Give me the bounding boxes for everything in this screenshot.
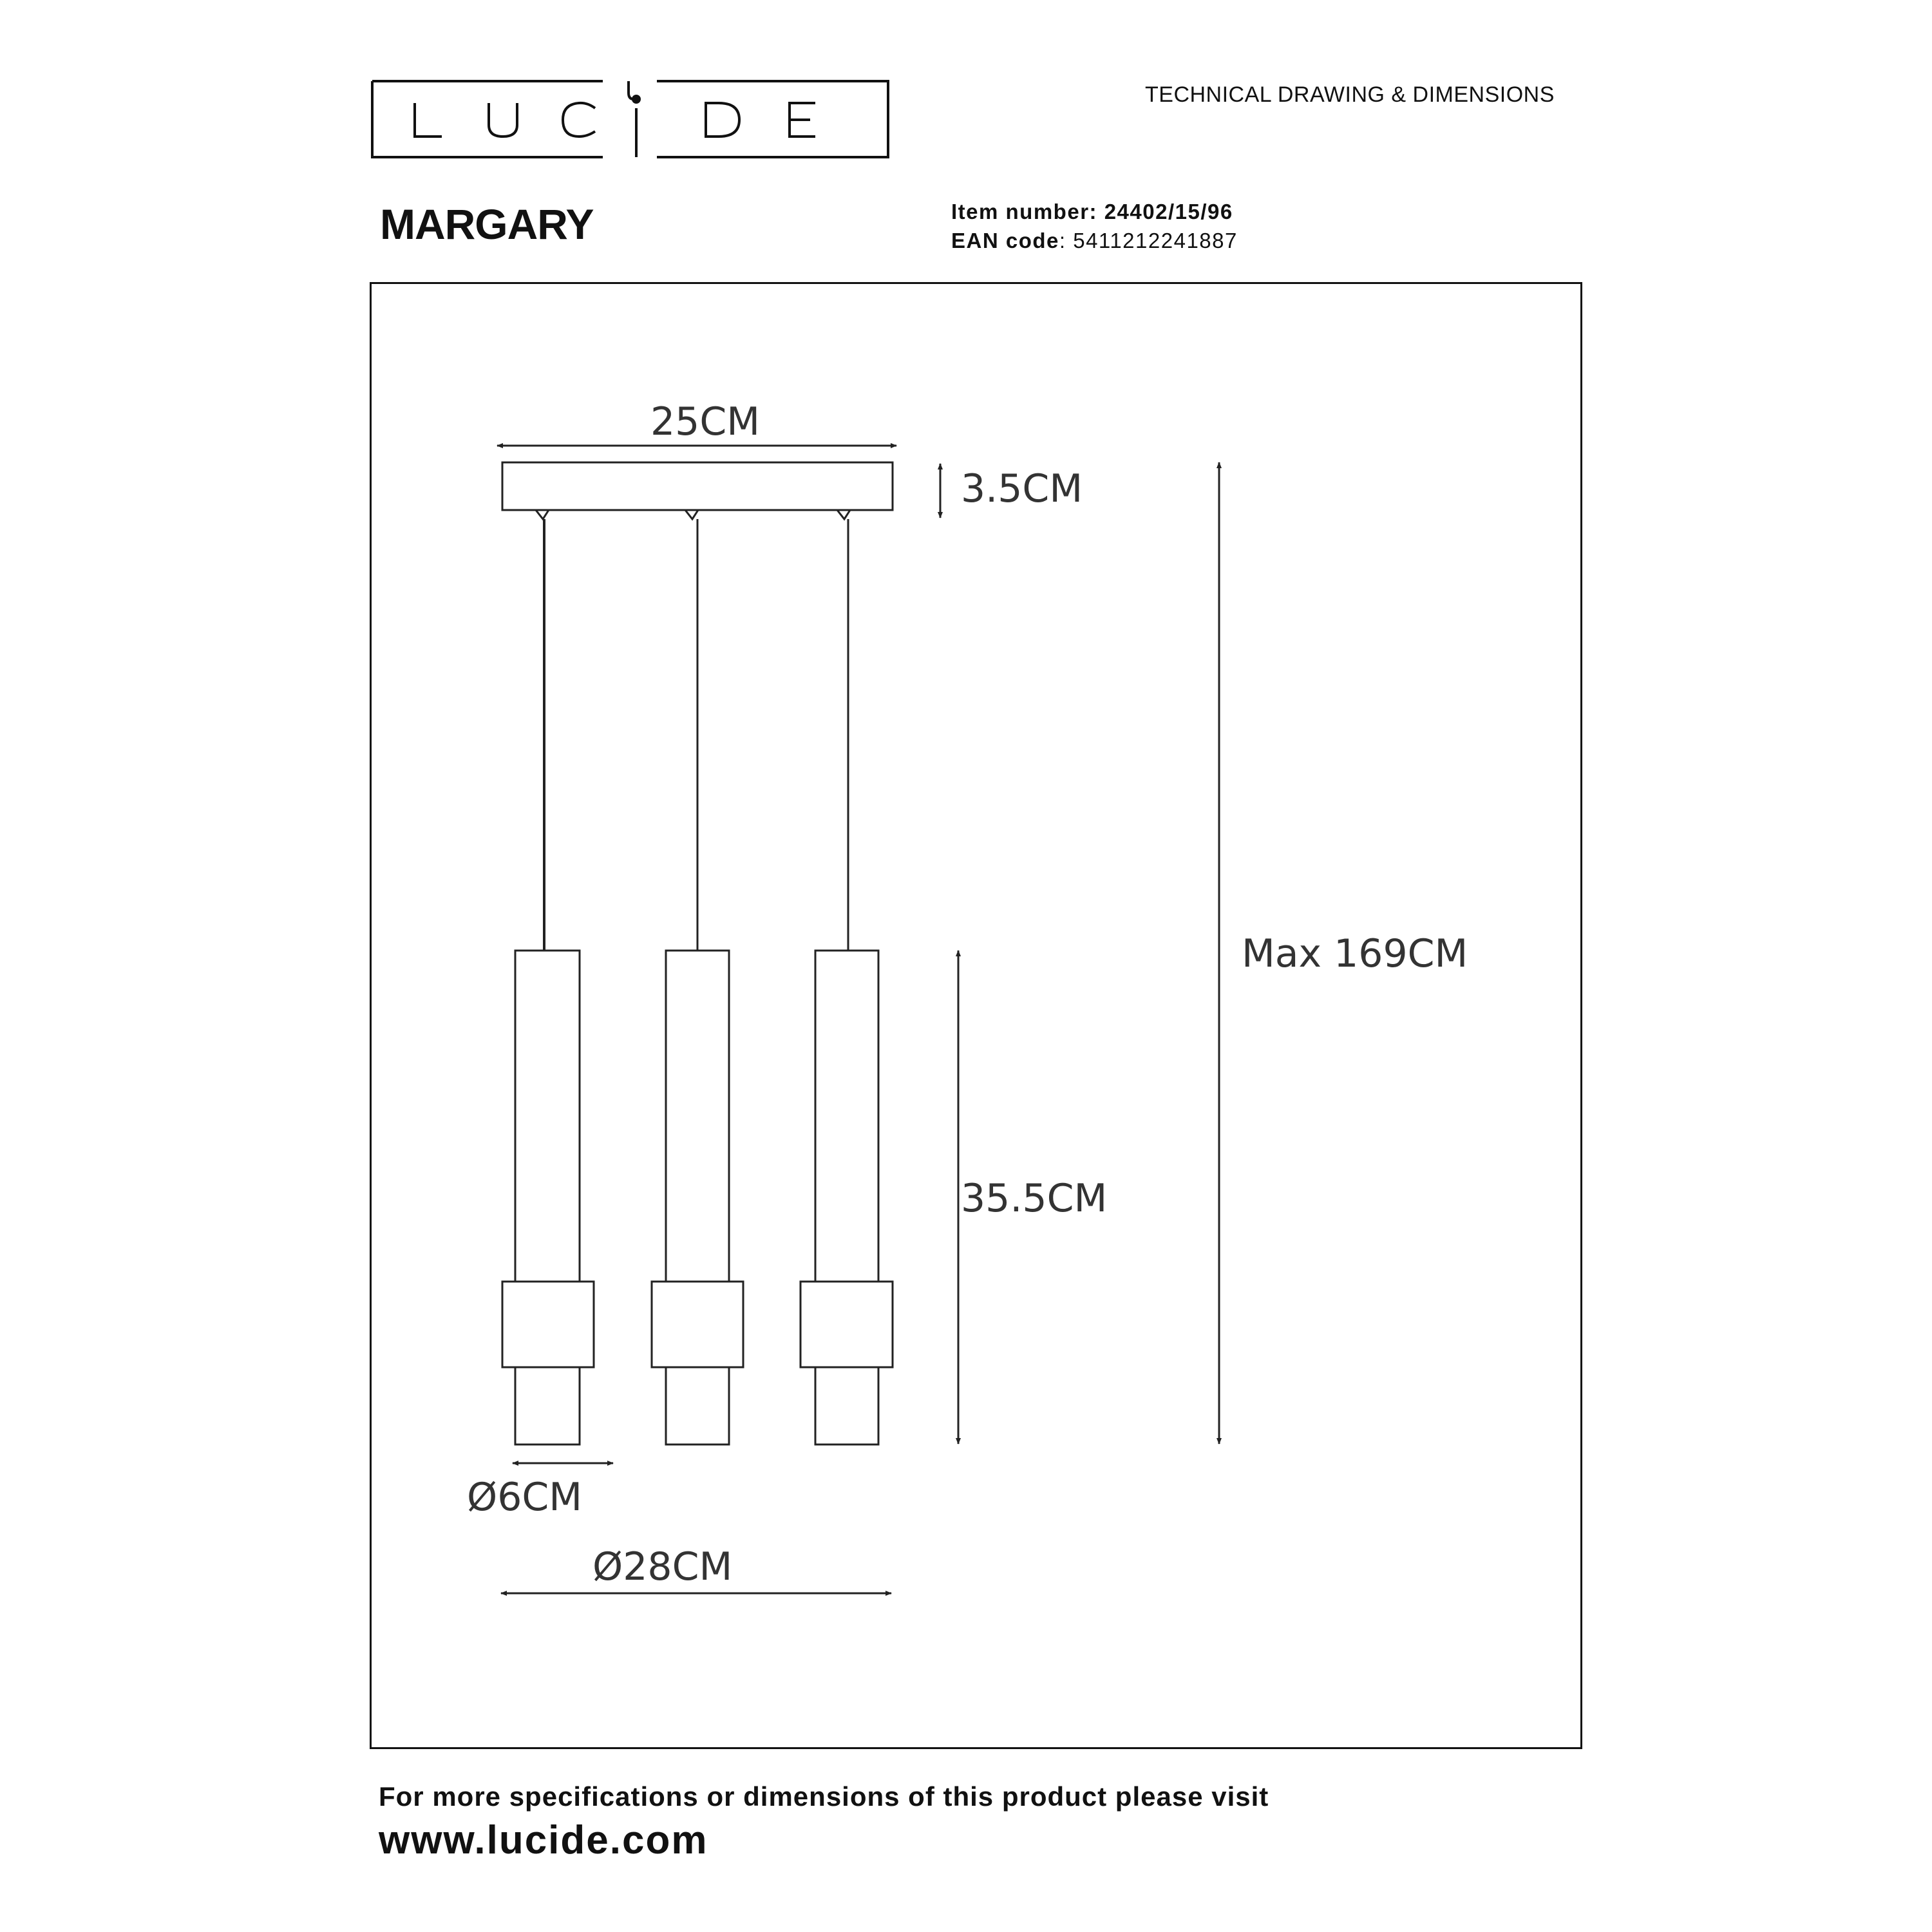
shade-lower-3 [815,1367,878,1444]
shade-ring-1 [502,1282,594,1367]
item-number-label: Item number: [951,200,1098,223]
shade-ring-3 [800,1282,893,1367]
shade-lower-1 [515,1367,580,1444]
document-header-title: TECHNICAL DRAWING & DIMENSIONS [1145,82,1555,107]
ean-separator: : [1059,229,1066,252]
footer-text: For more specifications or dimensions of this product please visit [379,1781,1269,1812]
total-diameter-label: Ø28CM [592,1544,733,1589]
cord-grip-3 [837,510,850,519]
shade-upper-1 [515,951,580,1282]
shade-upper-3 [815,951,878,1282]
cord-grip-1 [536,510,549,519]
canopy [502,462,893,510]
canopy-width-label: 25CM [650,399,761,444]
max-height-label: Max 169CM [1242,931,1468,976]
shade-ring-2 [652,1282,743,1367]
ean-code-value: 5411212241887 [1073,229,1238,252]
shade-upper-2 [666,951,729,1282]
ean-code-label: EAN code [951,229,1059,252]
footer-url[interactable]: www.lucide.com [379,1818,708,1862]
shade-height-label: 35.5CM [961,1176,1108,1221]
cord-grip-2 [685,510,698,519]
shade-lower-2 [666,1367,729,1444]
shade-diameter-label: Ø6CM [467,1475,583,1520]
canopy-height-label: 3.5CM [961,466,1083,511]
product-name: MARGARY [380,200,594,248]
item-number-value: 24402/15/96 [1104,200,1233,223]
